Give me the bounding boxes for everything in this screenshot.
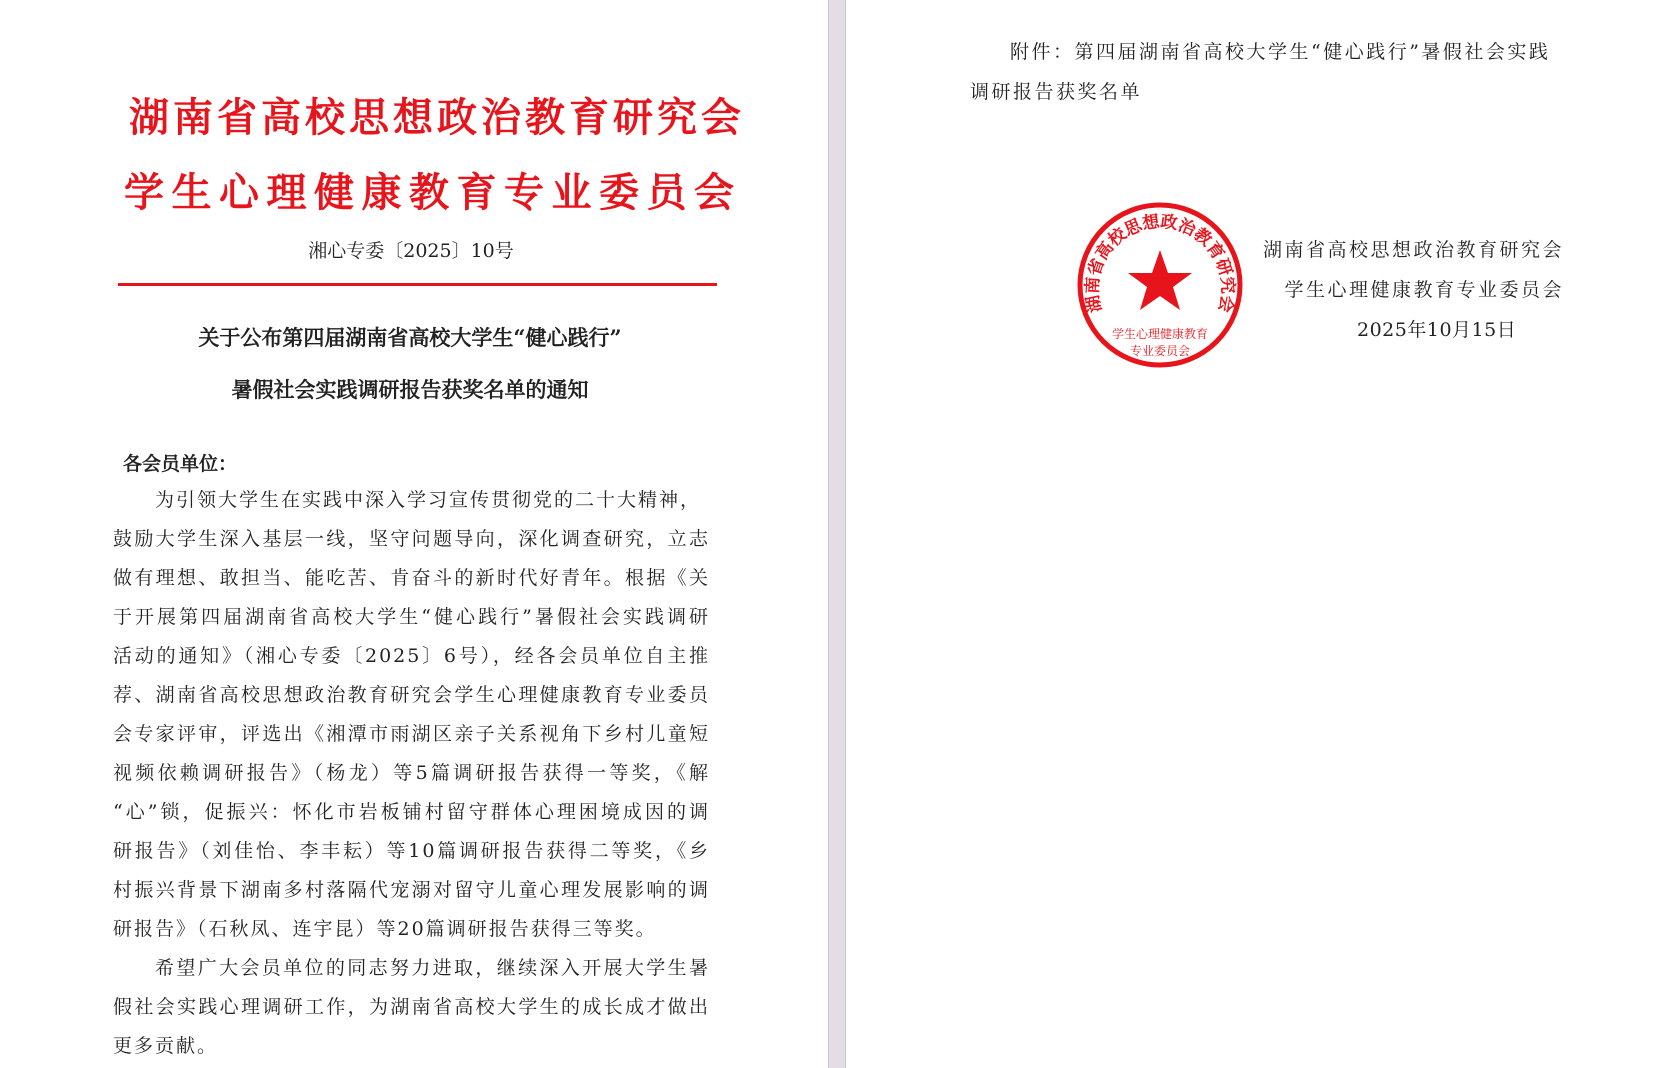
seal-inner-line-1: 学生心理健康教育 — [1111, 327, 1209, 341]
body-text-line: 做有理想、敢担当、能吃苦、肯奋斗的新时代好青年。根据《关 — [113, 567, 710, 589]
signature-date: 2025年10月15日 — [1357, 319, 1517, 341]
document-number — [0, 236, 828, 263]
body-text-line: 鼓励大学生深入基层一线，坚守问题导向，深化调查研究，立志 — [113, 528, 710, 550]
body-text-line: 荐、湖南省高校思想政治教育研究会学生心理健康教育专业委员 — [113, 684, 710, 706]
salutation: 各会员单位： — [123, 453, 238, 475]
body-text-line: “心”锁，促振兴：怀化市岩板铺村留守群体心理困境成因的调 — [113, 801, 710, 823]
official-seal — [1075, 200, 1245, 370]
page-separator — [828, 0, 846, 1068]
signature-org-line-2: 学生心理健康教育专业委员会 — [1284, 279, 1564, 301]
seal-inner-line-2: 专业委员会 — [1129, 344, 1191, 358]
seal-star-icon — [1128, 250, 1192, 310]
org-title-line-2: 学生心理健康教育专业委员会 — [124, 169, 742, 216]
body-text-line: 假社会实践心理调研工作，为湖南省高校大学生的成长成才做出 — [113, 996, 710, 1018]
body-text-line: 研报告》（石秋凤、连宇昆）等20篇调研报告获得三等奖。 — [113, 918, 657, 940]
body-text-line: 会专家评审，评选出《湘潭市雨湖区亲子关系视角下乡村儿童短 — [113, 723, 710, 745]
document-page-2 — [846, 0, 1677, 1068]
body-text-line: 活动的通知》（湘心专委〔2025〕6号），经各会员单位自主推 — [113, 645, 710, 667]
notice-heading-line-2: 暑假社会实践调研报告获奖名单的通知 — [231, 377, 589, 402]
body-text-line: 于开展第四届湖南省高校大学生“健心践行”暑假社会实践调研 — [113, 606, 710, 628]
body-text-line: 更多贡献。 — [113, 1035, 219, 1057]
seal-arc-text: 湖南省高校思想政治教育研究会 — [1082, 211, 1238, 315]
signature-org-line-1: 湖南省高校思想政治教育研究会 — [1262, 239, 1564, 261]
document-page-1 — [0, 0, 828, 1068]
body-text-line: 为引领大学生在实践中深入学习宣传贯彻党的二十大精神， — [155, 489, 702, 511]
body-text-line: 希望广大会员单位的同志努力进取，继续深入开展大学生暑 — [155, 957, 710, 979]
document-number-text: 湘心专委〔2025〕10号 — [308, 240, 514, 262]
body-text-line: 视频依赖调研报告》（杨龙）等5篇调研报告获得一等奖，《解 — [113, 762, 710, 784]
attachment-line-1: 附件：第四届湖南省高校大学生“健心践行”暑假社会实践 — [1010, 41, 1551, 63]
red-divider-line — [118, 283, 717, 286]
body-text-line: 研报告》（刘佳怡、李丰耘）等10篇调研报告获得二等奖，《乡 — [113, 840, 710, 862]
notice-heading-line-1: 关于公布第四届湖南省高校大学生“健心践行” — [198, 325, 622, 350]
body-text-line: 村振兴背景下湖南多村落隔代宠溺对留守儿童心理发展影响的调 — [113, 879, 710, 901]
org-title-line-1: 湖南省高校思想政治教育研究会 — [129, 94, 745, 141]
attachment-line-2: 调研报告获奖名单 — [970, 81, 1143, 103]
